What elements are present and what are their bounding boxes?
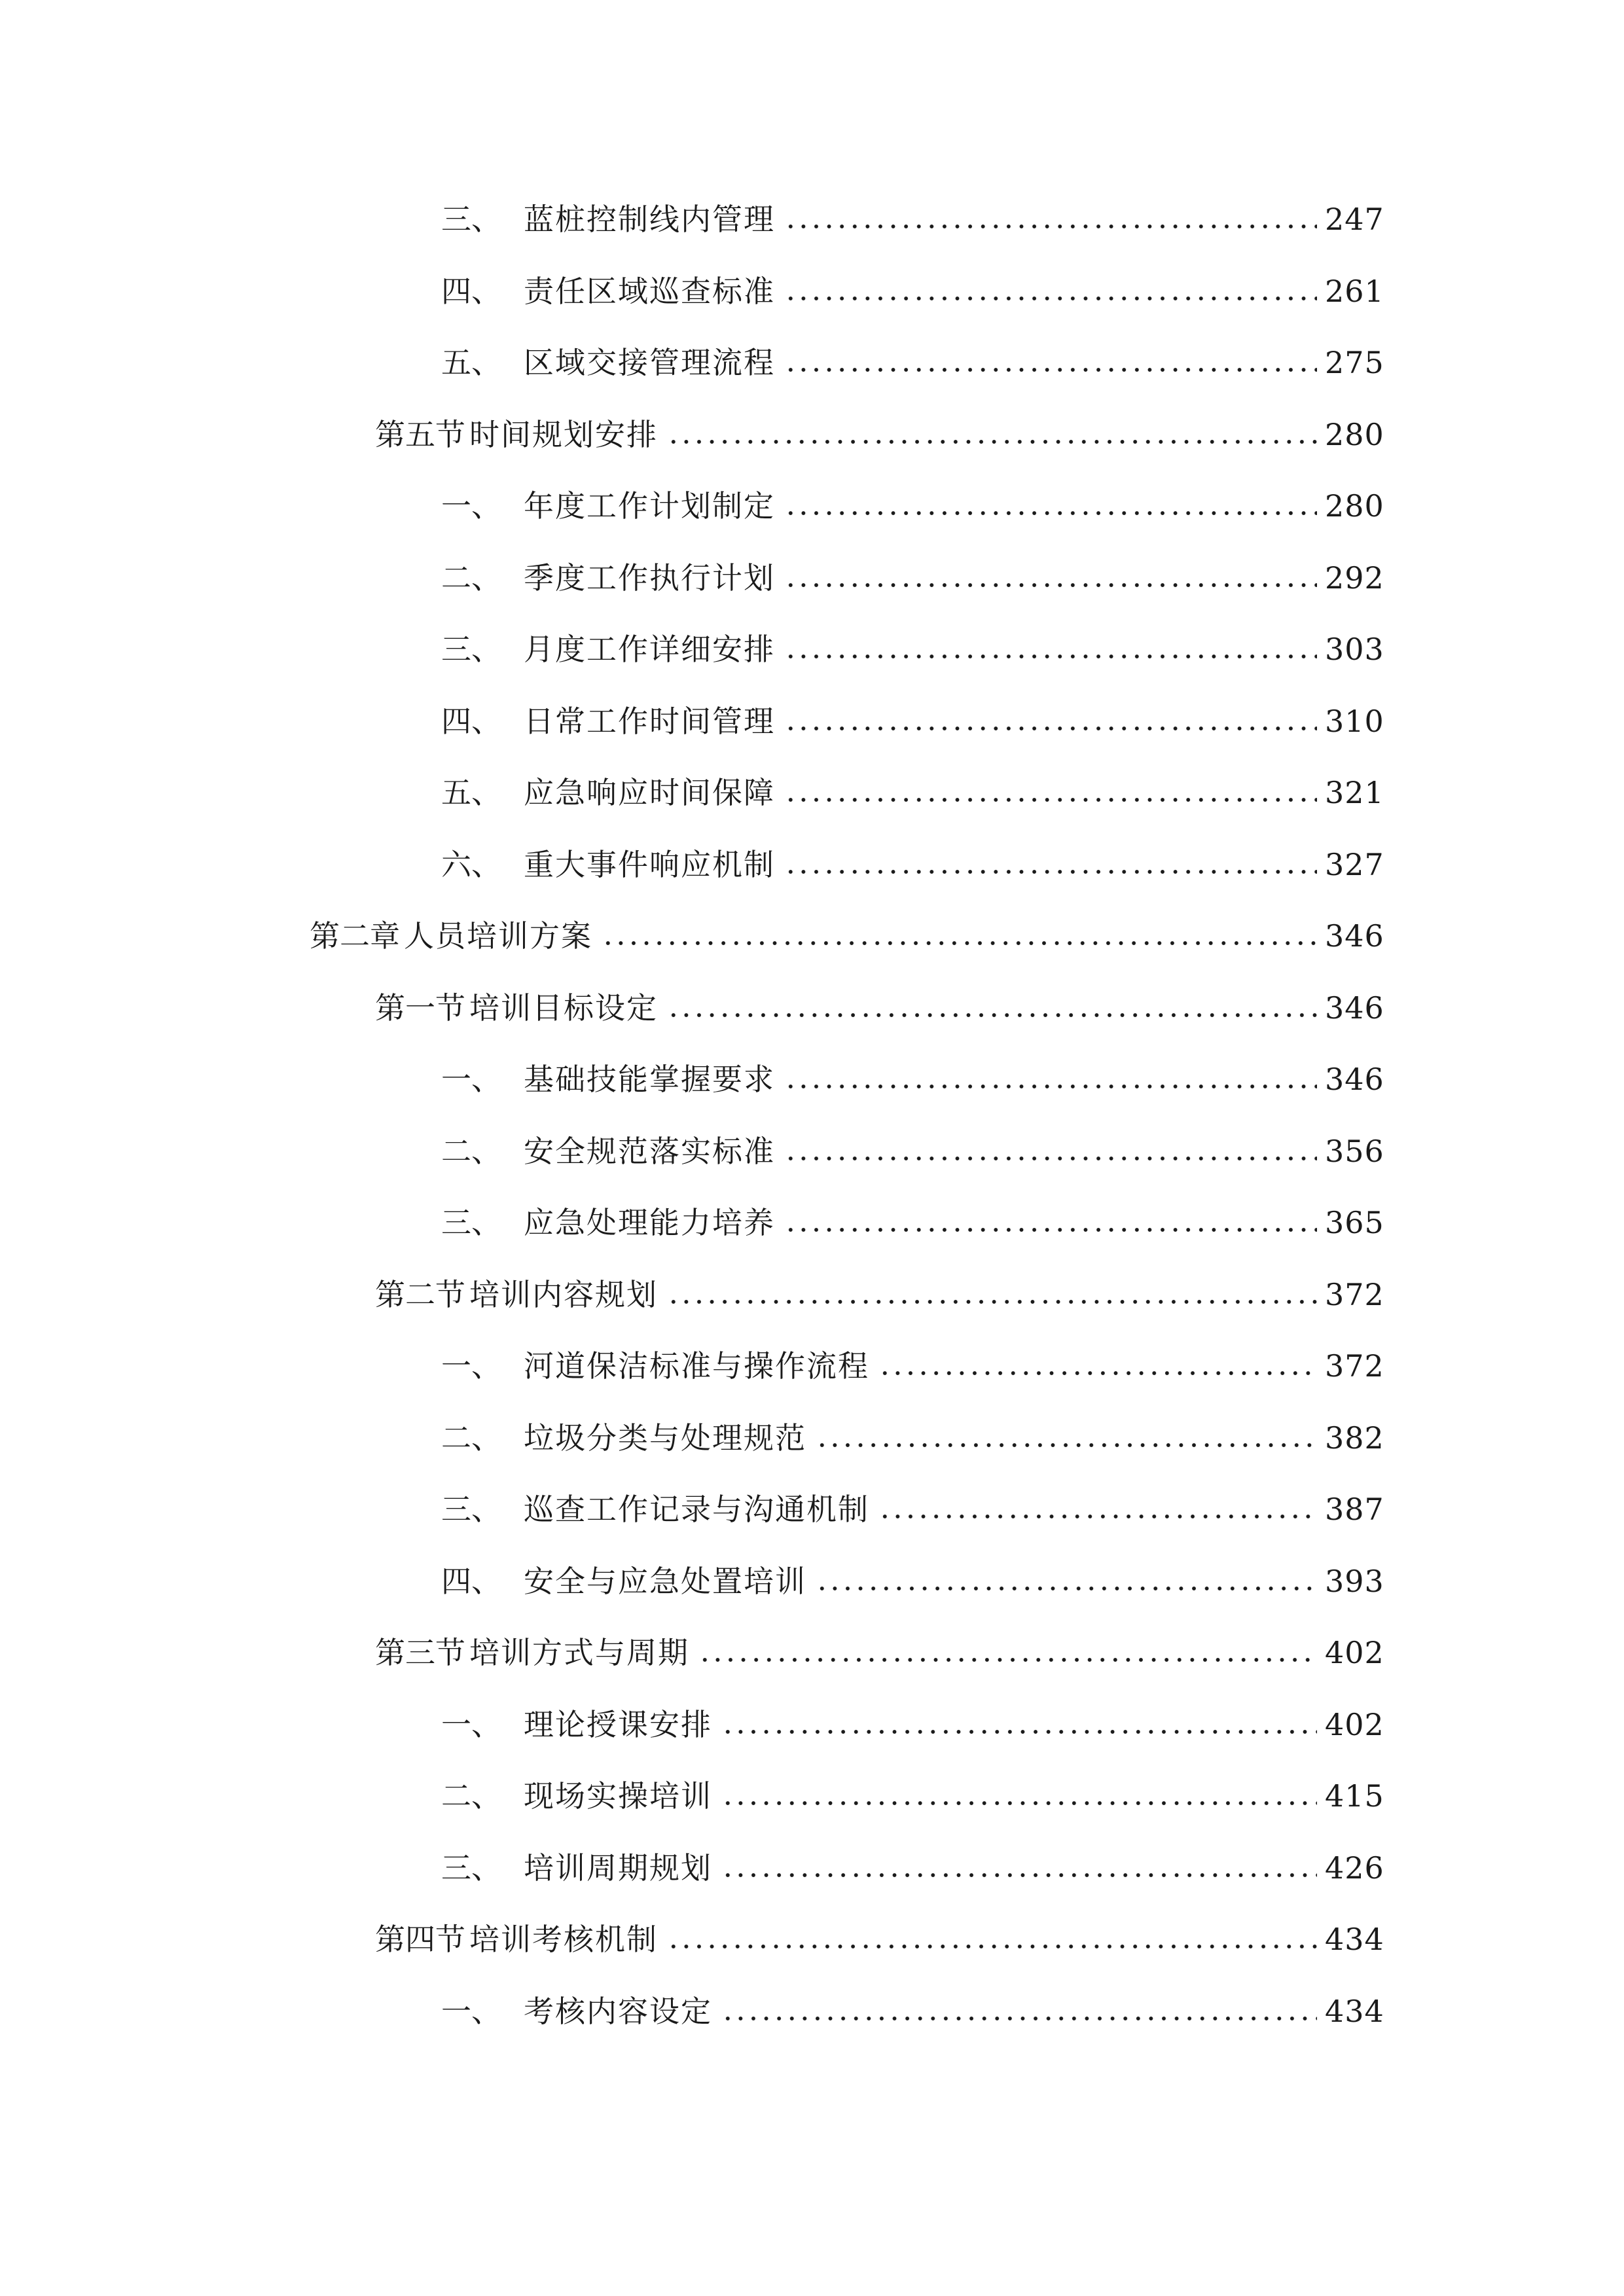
toc-entry-page: 434 <box>1325 1994 1384 2029</box>
toc-entry-number: 第四节 <box>375 1922 465 1957</box>
toc-entry-number: 三、 <box>441 202 501 237</box>
toc-entry[interactable] <box>375 982 1384 1028</box>
toc-entry[interactable] <box>441 1412 1384 1458</box>
dot-leader <box>784 1157 1317 1160</box>
toc-entry[interactable] <box>441 265 1384 311</box>
toc-entry[interactable] <box>441 1196 1384 1242</box>
toc-entry-number: 一、 <box>441 488 501 524</box>
toc-entry-number: 五、 <box>441 345 501 380</box>
toc-entry-page: 402 <box>1325 1707 1384 1742</box>
toc-entry-number: 二、 <box>441 1420 501 1456</box>
toc-entry[interactable] <box>375 1913 1384 1959</box>
toc-entry-page: 275 <box>1325 345 1384 380</box>
toc-entry-number: 第五节 <box>375 417 465 452</box>
toc-entry-number: 第一节 <box>375 990 465 1026</box>
toc-entry-title: 基础技能掌握要求 <box>524 1062 775 1097</box>
dot-leader <box>784 583 1317 587</box>
toc-entry-title: 河道保洁标准与操作流程 <box>524 1348 869 1384</box>
toc-entry-title: 安全与应急处置培训 <box>524 1564 806 1599</box>
toc-entry-page: 261 <box>1325 274 1384 309</box>
toc-entry[interactable] <box>441 193 1384 239</box>
toc-entry-title: 培训考核机制 <box>469 1922 658 1957</box>
toc-entry-number: 一、 <box>441 1062 501 1097</box>
toc-entry-number: 第二节 <box>375 1277 465 1312</box>
dot-leader <box>784 224 1317 228</box>
toc-entry-page: 346 <box>1325 990 1384 1026</box>
toc-entry[interactable] <box>441 1842 1384 1888</box>
dot-leader <box>784 726 1317 730</box>
toc-entry-number: 一、 <box>441 1994 501 2029</box>
toc-entry[interactable] <box>310 910 1384 956</box>
toc-entry-page: 247 <box>1325 202 1384 237</box>
dot-leader <box>721 1801 1317 1805</box>
dot-leader <box>816 1443 1317 1447</box>
toc-entry-number: 第二章 <box>310 918 400 954</box>
toc-entry-title: 重大事件响应机制 <box>524 847 775 882</box>
toc-entry-page: 346 <box>1325 1062 1384 1097</box>
toc-entry[interactable] <box>441 1340 1384 1386</box>
toc-entry-number: 三、 <box>441 1492 501 1527</box>
toc-entry-title: 安全规范落实标准 <box>524 1134 775 1169</box>
toc-entry-page: 310 <box>1325 704 1384 739</box>
dot-leader <box>784 798 1317 802</box>
toc-entry-number: 一、 <box>441 1707 501 1742</box>
toc-entry-page: 393 <box>1325 1564 1384 1599</box>
toc-entry[interactable] <box>375 1268 1384 1314</box>
toc-entry-title: 日常工作时间管理 <box>524 704 775 739</box>
dot-leader <box>667 1300 1317 1304</box>
toc-entry-page: 372 <box>1325 1277 1384 1312</box>
dot-leader <box>784 1085 1317 1088</box>
toc-entry-page: 321 <box>1325 775 1384 810</box>
toc-entry-title: 蓝桩控制线内管理 <box>524 202 775 237</box>
toc-entry[interactable] <box>441 1770 1384 1816</box>
toc-entry[interactable] <box>441 766 1384 812</box>
toc-entry[interactable] <box>441 695 1384 741</box>
toc-entry-number: 一、 <box>441 1348 501 1384</box>
toc-entry-page: 365 <box>1325 1205 1384 1240</box>
toc-entry-title: 时间规划安排 <box>469 417 658 452</box>
toc-entry-title: 垃圾分类与处理规范 <box>524 1420 806 1456</box>
toc-entry[interactable] <box>441 1555 1384 1601</box>
toc-entry-title: 培训目标设定 <box>469 990 658 1026</box>
toc-entry-number: 三、 <box>441 632 501 667</box>
toc-entry-title: 应急处理能力培养 <box>524 1205 775 1240</box>
toc-entry-number: 四、 <box>441 704 501 739</box>
dot-leader <box>784 1228 1317 1232</box>
toc-entry-title: 培训内容规划 <box>469 1277 658 1312</box>
toc-entry-title: 现场实操培训 <box>524 1778 712 1814</box>
toc-entry-title: 培训方式与周期 <box>469 1635 689 1670</box>
toc-entry-title: 月度工作详细安排 <box>524 632 775 667</box>
dot-leader <box>667 1945 1317 1948</box>
toc-entry-page: 346 <box>1325 918 1384 954</box>
dot-leader <box>721 1873 1317 1877</box>
toc-entry-page: 327 <box>1325 847 1384 882</box>
dot-leader <box>784 296 1317 300</box>
toc-entry-number: 二、 <box>441 1778 501 1814</box>
dot-leader <box>816 1587 1317 1590</box>
toc-entry-page: 382 <box>1325 1420 1384 1456</box>
toc-entry-title: 季度工作执行计划 <box>524 560 775 596</box>
dot-leader <box>698 1658 1317 1662</box>
dot-leader <box>878 1515 1317 1518</box>
dot-leader <box>721 1730 1317 1734</box>
dot-leader <box>784 655 1317 658</box>
toc-entry-page: 434 <box>1325 1922 1384 1957</box>
toc-entry-page: 356 <box>1325 1134 1384 1169</box>
toc-entry-number: 四、 <box>441 1564 501 1599</box>
toc-entry[interactable] <box>441 1053 1384 1099</box>
dot-leader <box>784 511 1317 515</box>
toc-entry-page: 372 <box>1325 1348 1384 1384</box>
dot-leader <box>602 941 1317 945</box>
toc-entry-title: 理论授课安排 <box>524 1707 712 1742</box>
toc-entry[interactable] <box>441 480 1384 526</box>
toc-entry-page: 292 <box>1325 560 1384 596</box>
toc-entry-number: 三、 <box>441 1205 501 1240</box>
toc-entry-page: 280 <box>1325 417 1384 452</box>
toc-entry[interactable] <box>441 336 1384 382</box>
toc-entry-page: 402 <box>1325 1635 1384 1670</box>
dot-leader <box>667 1013 1317 1017</box>
toc-entry-title: 区域交接管理流程 <box>524 345 775 380</box>
toc-entry-number: 第三节 <box>375 1635 465 1670</box>
dot-leader <box>878 1371 1317 1375</box>
toc-entry-title: 应急响应时间保障 <box>524 775 775 810</box>
toc-entry[interactable] <box>375 1626 1384 1672</box>
toc-entry-page: 387 <box>1325 1492 1384 1527</box>
toc-entry-page: 426 <box>1325 1850 1384 1886</box>
toc-entry-title: 责任区域巡查标准 <box>524 274 775 309</box>
toc-entry[interactable] <box>441 552 1384 598</box>
toc-entry-number: 四、 <box>441 274 501 309</box>
toc-entry-title: 人员培训方案 <box>404 918 592 954</box>
toc-entry[interactable] <box>441 1985 1384 2031</box>
toc-entry-title: 培训周期规划 <box>524 1850 712 1886</box>
toc-entry-number: 二、 <box>441 1134 501 1169</box>
toc-entry[interactable] <box>441 1483 1384 1529</box>
toc-entry-page: 303 <box>1325 632 1384 667</box>
dot-leader <box>784 368 1317 372</box>
dot-leader <box>721 2017 1317 2020</box>
toc-entry-number: 二、 <box>441 560 501 596</box>
toc-entry[interactable] <box>375 408 1384 454</box>
toc-entry-number: 五、 <box>441 775 501 810</box>
toc-entry-title: 年度工作计划制定 <box>524 488 775 524</box>
toc-entry-page: 280 <box>1325 488 1384 524</box>
toc-entry-title: 巡查工作记录与沟通机制 <box>524 1492 869 1527</box>
toc-entry-number: 三、 <box>441 1850 501 1886</box>
toc-entry-page: 415 <box>1325 1778 1384 1814</box>
dot-leader <box>784 870 1317 874</box>
dot-leader <box>667 440 1317 444</box>
toc-entry[interactable] <box>441 623 1384 669</box>
toc-entry-number: 六、 <box>441 847 501 882</box>
toc-entry[interactable] <box>441 1125 1384 1171</box>
toc-entry-title: 考核内容设定 <box>524 1994 712 2029</box>
toc-entry[interactable] <box>441 838 1384 884</box>
toc-entry[interactable] <box>441 1698 1384 1744</box>
